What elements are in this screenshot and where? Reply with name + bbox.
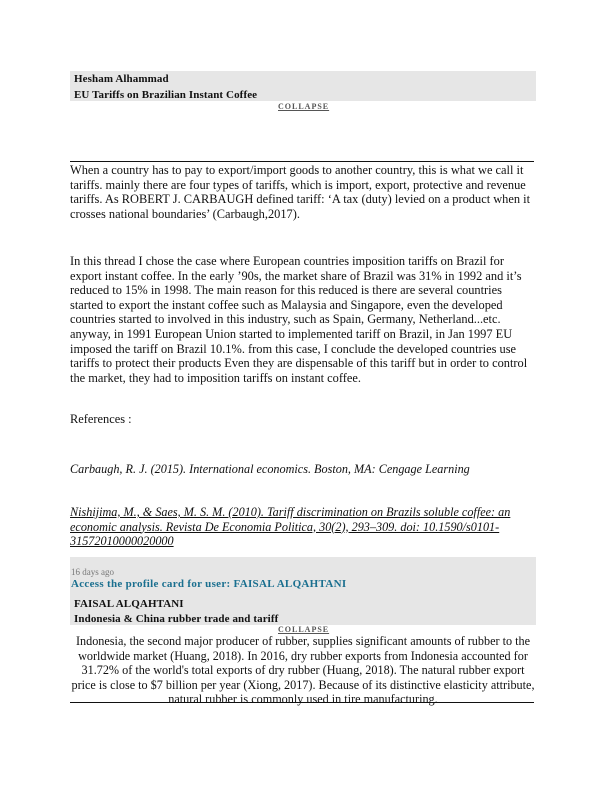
- post-title: EU Tariffs on Brazilian Instant Coffee: [74, 89, 258, 101]
- post-timestamp: 16 days ago: [71, 567, 114, 577]
- post-paragraph: Indonesia, the second major producer of rubber, supplies significant amounts of rubber to the worldwide market (Huang, 2018). In 2016, dry rubber exports from Indonesia accounted for 31.72% of the world's total exports of dry rubber (Huang, 2018). The natural rubber export price is close to $7 billion per year (Xiong, 2017). Because of its distinctive elasticity attribute, natural rubber is commonly used in tire manufacturing.: [71, 634, 535, 707]
- divider: [70, 702, 534, 703]
- post-author: FAISAL ALQAHTANI: [74, 598, 184, 610]
- reference-item: Carbaugh, R. J. (2015). International economics. Boston, MA: Cengage Learning: [70, 462, 470, 476]
- collapse-button[interactable]: COLLAPSE: [278, 102, 330, 111]
- profile-card-link[interactable]: Access the profile card for user: FAISAL ALQAHTANI: [71, 578, 347, 590]
- reference-item: Nishijima, M., & Saes, M. S. M. (2010). Tariff discrimination on Brazils soluble coffee: an economic analysis. Revista De Economia Politica, 30(2), 293–309. doi: 10.1590/s0101-31572010000020000: [70, 505, 511, 549]
- collapse-button[interactable]: COLLAPSE: [278, 625, 330, 634]
- divider: [70, 161, 534, 162]
- post-paragraph: When a country has to pay to export/import goods to another country, this is what we call it tariffs. mainly there are four types of tariffs, which is import, export, protective and revenue tariffs. As ROBERT J. CARBAUGH defined tariff: ‘A tax (duty) levied on a product when it crosses national boundaries’ (Carbaugh,2017).: [70, 163, 531, 221]
- references-heading: References :: [70, 412, 132, 426]
- post-title: Indonesia & China rubber trade and tariff: [74, 613, 279, 625]
- post-author: Hesham Alhammad: [74, 73, 169, 85]
- post-paragraph: In this thread I chose the case where European countries imposition tariffs on Brazil for export instant coffee. In the early ’90s, the market share of Brazil was 31% in 1992 and it’s reduced to 15% in 1998. The main reason for this reduced is there are several countries started to export the instant coffee such as Malaysia and Singapore, even the developed countries started to involved in this industry, such as Spain, Germany, Netherland...etc. anyway, in 1991 European Union started to implemented tariff on Brazil, in Jan 1997 EU imposed the tariff on Brazil 10.1%. from this case, I conclude the developed countries use tariffs to protect their products Even they are dispensable of this tariff but in order to control the market, they had to imposition tariffs on instant coffee.: [70, 254, 528, 385]
